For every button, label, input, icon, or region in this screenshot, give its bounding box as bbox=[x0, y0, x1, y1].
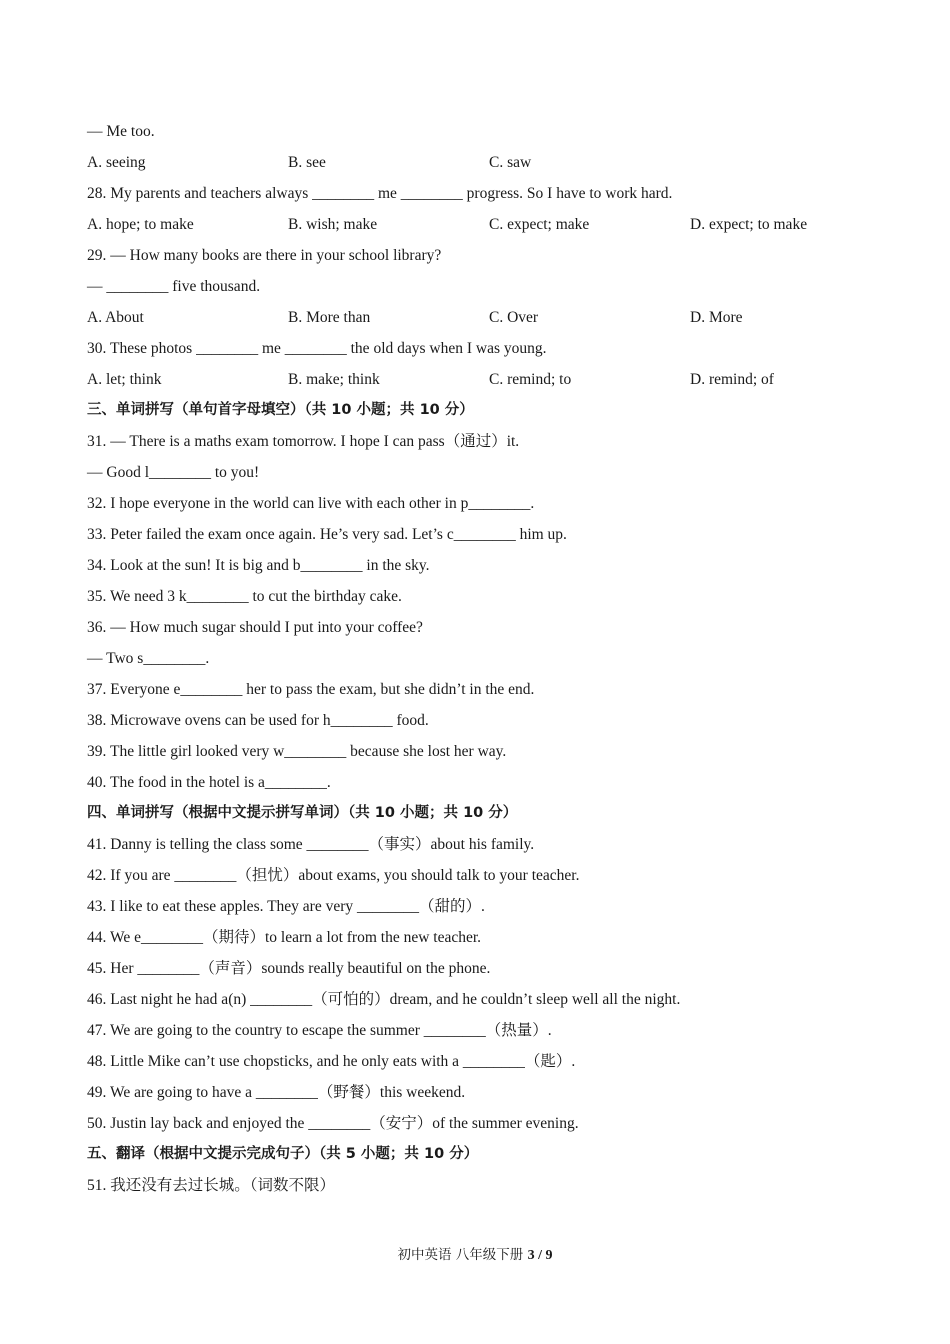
question-line: 36. — How much sugar should I put into your coffee? bbox=[87, 619, 423, 636]
question-list bbox=[87, 116, 877, 1201]
answer-option: D. remind; of bbox=[690, 371, 774, 388]
question-line: 44. We e________（期待）to learn a lot from the new teacher. bbox=[87, 929, 482, 946]
page-number: 3 / 9 bbox=[527, 1248, 553, 1263]
question-line: 49. We are going to have a ________（野餐）this weekend. bbox=[87, 1084, 466, 1101]
answer-option: B. wish; make bbox=[288, 216, 378, 233]
answer-option: C. Over bbox=[489, 309, 539, 326]
question-line: 28. My parents and teachers always ________ me ________ progress. So I have to work hard. bbox=[87, 185, 673, 202]
question-line: 34. Look at the sun! It is big and b________ in the sky. bbox=[87, 557, 430, 574]
question-line: — Me too. bbox=[87, 123, 155, 140]
question-line: 47. We are going to the country to escape the summer ________（热量）. bbox=[87, 1022, 552, 1039]
question-line: 40. The food in the hotel is a________. bbox=[87, 774, 331, 791]
question-line: — Two s________. bbox=[87, 650, 210, 667]
question-line: 48. Little Mike can’t use chopsticks, and he only eats with a ________（匙）. bbox=[87, 1053, 576, 1070]
question-line: 30. These photos ________ me ________ the old days when I was young. bbox=[87, 340, 547, 357]
page-footer bbox=[0, 1243, 950, 1264]
question-line: 31. — There is a maths exam tomorrow. I hope I can pass（通过）it. bbox=[87, 433, 520, 450]
answer-option: B. see bbox=[288, 154, 326, 171]
question-line: — ________ five thousand. bbox=[87, 278, 261, 295]
section-heading: 三、单词拼写（单句首字母填空）（共 10 小题；共 10 分） bbox=[87, 402, 474, 418]
answer-option: C. expect; make bbox=[489, 216, 590, 233]
answer-options bbox=[87, 147, 877, 178]
question-line: 42. If you are ________（担忧）about exams, you should talk to your teacher. bbox=[87, 867, 580, 884]
answer-options bbox=[87, 209, 877, 240]
answer-option: B. make; think bbox=[288, 371, 380, 388]
question-line: 29. — How many books are there in your school library? bbox=[87, 247, 442, 264]
question-line: 51. 我还没有去过长城。（词数不限） bbox=[87, 1177, 336, 1194]
question-line: 45. Her ________（声音）sounds really beautiful on the phone. bbox=[87, 960, 491, 977]
question-line: 46. Last night he had a(n) ________（可怕的）dream, and he couldn’t sleep well all the night. bbox=[87, 991, 681, 1008]
answer-option: A. seeing bbox=[87, 154, 146, 171]
answer-option: A. let; think bbox=[87, 371, 162, 388]
question-line: 50. Justin lay back and enjoyed the ________（安宁）of the summer evening. bbox=[87, 1115, 579, 1132]
section-heading: 四、单词拼写（根据中文提示拼写单词）（共 10 小题；共 10 分） bbox=[87, 805, 518, 821]
question-line: 43. I like to eat these apples. They are very ________（甜的）. bbox=[87, 898, 485, 915]
question-line: 41. Danny is telling the class some ________（事实）about his family. bbox=[87, 836, 535, 853]
question-line: 32. I hope everyone in the world can live with each other in p________. bbox=[87, 495, 535, 512]
question-line: 33. Peter failed the exam once again. He’s very sad. Let’s c________ him up. bbox=[87, 526, 567, 543]
answer-option: C. saw bbox=[489, 154, 532, 171]
footer-label: 初中英语 八年级下册 bbox=[397, 1247, 528, 1263]
question-line: 38. Microwave ovens can be used for h________ food. bbox=[87, 712, 429, 729]
question-line: 35. We need 3 k________ to cut the birthday cake. bbox=[87, 588, 402, 605]
section-heading: 五、翻译（根据中文提示完成句子）（共 5 小题；共 10 分） bbox=[87, 1146, 479, 1162]
answer-option: D. expect; to make bbox=[690, 216, 808, 233]
answer-options bbox=[87, 364, 877, 395]
answer-option: C. remind; to bbox=[489, 371, 572, 388]
answer-option: A. hope; to make bbox=[87, 216, 194, 233]
question-line: 39. The little girl looked very w________ because she lost her way. bbox=[87, 743, 507, 760]
question-line: — Good l________ to you! bbox=[87, 464, 260, 481]
answer-options bbox=[87, 302, 877, 333]
answer-option: A. About bbox=[87, 309, 144, 326]
question-line: 37. Everyone e________ her to pass the exam, but she didn’t in the end. bbox=[87, 681, 535, 698]
answer-option: D. More bbox=[690, 309, 743, 326]
answer-option: B. More than bbox=[288, 309, 371, 326]
